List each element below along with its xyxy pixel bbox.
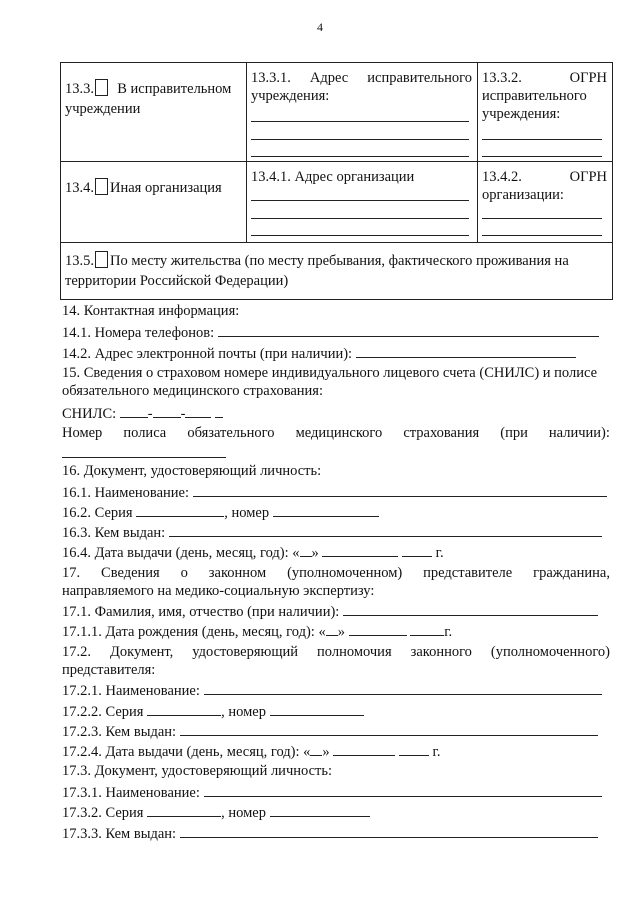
item-number: 13.3. xyxy=(65,81,94,97)
rep-doc-issuer-field[interactable] xyxy=(180,722,598,736)
polis-line xyxy=(62,424,610,442)
fill-line[interactable] xyxy=(251,218,469,219)
page-number: 4 xyxy=(317,20,323,34)
phones-label: 14.1. Номера телефонов: xyxy=(62,325,215,341)
section-17-word: гражданина, xyxy=(533,565,610,581)
email-field[interactable] xyxy=(356,344,576,358)
fill-line[interactable] xyxy=(482,235,602,236)
label-text: исправительного xyxy=(482,88,587,104)
checkbox-13-4[interactable] xyxy=(95,178,108,195)
rep-doc-date-row xyxy=(62,742,440,761)
section-17-line2: направляемого на медико-социальную экспертизу: xyxy=(62,583,375,599)
item-number: 13.4.2. xyxy=(482,169,522,185)
rep-doc-date-day-field[interactable] xyxy=(310,742,322,756)
section-17-3-heading: 17.3. Документ, удостоверяющий личность: xyxy=(62,763,333,779)
fill-line[interactable] xyxy=(251,235,469,236)
label-text: Адрес xyxy=(309,70,349,86)
phones-field[interactable] xyxy=(218,323,599,337)
section-17-word: 17. xyxy=(62,565,81,581)
rep-doc-name-row xyxy=(62,681,602,700)
section-17-2-word: 17.2. xyxy=(62,644,91,660)
doc-name-field[interactable] xyxy=(193,483,607,497)
label-text: учреждении xyxy=(65,101,141,117)
section-16-heading: 16. Документ, удостоверяющий личность: xyxy=(62,463,322,479)
snils-field-4[interactable] xyxy=(215,404,223,418)
section-14-heading: 14. Контактная информация: xyxy=(62,303,240,319)
doc-issuer-label: 16.3. Кем выдан: xyxy=(62,525,166,541)
rep-birth-month-field[interactable] xyxy=(349,622,407,636)
snils-row: СНИЛС: - - xyxy=(62,404,223,423)
rep-name-label: 17.1. Фамилия, имя, отчество (при наличии): xyxy=(62,604,340,620)
rep-id-series-row xyxy=(62,803,370,822)
doc-series-field[interactable] xyxy=(136,503,224,517)
rep-id-issuer-row xyxy=(62,824,598,843)
row-13-3 xyxy=(61,63,613,162)
item-number: 13.3.1. xyxy=(251,70,291,86)
snils-field-2[interactable] xyxy=(153,404,181,418)
rep-doc-name-label: 17.2.1. Наименование: xyxy=(62,683,200,699)
label-text: учреждения: xyxy=(482,106,561,122)
cell-13-4-label xyxy=(61,162,247,243)
year-suffix: г. xyxy=(432,744,441,760)
label-text: учреждения: xyxy=(251,88,330,104)
label-text: ОГРН xyxy=(569,169,607,185)
rep-name-field[interactable] xyxy=(343,602,598,616)
snils-field-1[interactable] xyxy=(120,404,148,418)
rep-birth-day-field[interactable] xyxy=(326,622,338,636)
section-17-2-word: (уполномоченного) xyxy=(490,644,610,660)
section-17-word: Сведения xyxy=(101,565,160,581)
snils-field-3[interactable] xyxy=(185,404,211,418)
fill-line[interactable] xyxy=(482,139,602,140)
phones-row xyxy=(62,323,599,342)
section-17-line1 xyxy=(62,564,610,582)
quote-mark: » xyxy=(337,624,345,640)
section-17-word: о xyxy=(180,565,188,581)
email-label: 14.2. Адрес электронной почты (при наличии): xyxy=(62,346,353,362)
rep-birth-row xyxy=(62,622,452,641)
doc-date-day-field[interactable] xyxy=(300,543,312,557)
rep-id-issuer-field[interactable] xyxy=(180,824,598,838)
rep-id-name-label: 17.3.1. Наименование: xyxy=(62,785,200,801)
fill-line[interactable] xyxy=(251,200,469,201)
polis-word: обязательного xyxy=(187,425,275,441)
cell-13-4-1 xyxy=(247,162,478,243)
quote-mark: » xyxy=(311,545,319,561)
email-row xyxy=(62,344,576,363)
label-text: территории Российской Федерации) xyxy=(65,273,289,289)
section-15-line2: обязательного медицинского страхования: xyxy=(62,383,323,399)
polis-word: полиса xyxy=(123,425,167,441)
cell-13-3-1 xyxy=(247,63,478,162)
doc-name-label: 16.1. Наименование: xyxy=(62,485,189,501)
rep-id-issuer-label: 17.3.3. Кем выдан: xyxy=(62,826,177,842)
doc-issuer-field[interactable] xyxy=(169,523,602,537)
label-text: организации: xyxy=(482,187,564,203)
rep-doc-series-field[interactable] xyxy=(147,702,221,716)
snils-label: СНИЛС: xyxy=(62,406,117,422)
rep-doc-date-month-field[interactable] xyxy=(333,742,395,756)
rep-doc-series-label: 17.2.2. Серия xyxy=(62,704,144,720)
rep-id-series-label: 17.3.2. Серия xyxy=(62,805,144,821)
label-text: По месту жительства (по месту пребывания, фактического проживания на xyxy=(110,253,569,269)
section-17-2-word: полномочия xyxy=(317,644,392,660)
doc-date-row xyxy=(62,543,444,562)
section-17-2-word: удостоверяющий xyxy=(192,644,299,660)
rep-birth-year-field[interactable] xyxy=(410,622,444,636)
fill-line[interactable] xyxy=(482,156,602,157)
item-number: 13.3.2. xyxy=(482,70,522,86)
section-15-line1: 15. Сведения о страховом номере индивидуального лицевого счета (СНИЛС) и полисе xyxy=(62,365,598,381)
row-13-5 xyxy=(61,243,613,300)
item-number: 13.5. xyxy=(65,253,94,269)
polis-word: медицинского xyxy=(295,425,383,441)
cell-13-5 xyxy=(61,243,613,300)
polis-word: страхования xyxy=(403,425,480,441)
item-number: 13.4. xyxy=(65,180,94,196)
doc-date-month-field[interactable] xyxy=(322,543,398,557)
polis-field[interactable] xyxy=(62,457,226,458)
section-17-2-word: законного xyxy=(410,644,472,660)
section-17-word: представителе xyxy=(423,565,513,581)
rep-birth-label: 17.1.1. Дата рождения (день, месяц, год): « xyxy=(62,624,326,640)
rep-doc-series-row xyxy=(62,702,364,721)
doc-series-label: 16.2. Серия xyxy=(62,505,133,521)
rep-name-row xyxy=(62,602,598,621)
year-suffix: г. xyxy=(435,545,444,561)
polis-word: Номер xyxy=(62,425,103,441)
cell-13-4-2 xyxy=(478,162,613,243)
fill-line[interactable] xyxy=(251,121,469,122)
rep-doc-issuer-row xyxy=(62,722,598,741)
rep-id-name-row xyxy=(62,783,602,802)
rep-id-series-field[interactable] xyxy=(147,803,221,817)
checkbox-13-3[interactable] xyxy=(95,79,108,96)
section-17-word: (уполномоченном) xyxy=(287,565,403,581)
fill-line[interactable] xyxy=(251,156,469,157)
polis-word: наличии): xyxy=(548,425,610,441)
section-17-word: законном xyxy=(208,565,267,581)
place-table xyxy=(60,62,613,300)
cell-13-3-2 xyxy=(478,63,613,162)
section-17-2-word: Документ, xyxy=(109,644,174,660)
fill-line[interactable] xyxy=(482,218,602,219)
rep-doc-name-field[interactable] xyxy=(204,681,602,695)
year-suffix: г. xyxy=(444,624,453,640)
polis-word: (при xyxy=(500,425,528,441)
rep-id-name-field[interactable] xyxy=(204,783,602,797)
doc-date-label: 16.4. Дата выдачи (день, месяц, год): « xyxy=(62,545,300,561)
rep-doc-date-label: 17.2.4. Дата выдачи (день, месяц, год): « xyxy=(62,744,311,760)
cell-13-3-label xyxy=(61,63,247,162)
label-text: Иная организация xyxy=(110,180,222,196)
label-text: В исправительном xyxy=(117,81,232,97)
doc-number-label: , номер xyxy=(224,505,270,521)
label-text: 13.4.1. Адрес организации xyxy=(251,169,415,185)
rep-doc-number-field[interactable] xyxy=(270,702,364,716)
rep-doc-date-year-field[interactable] xyxy=(399,742,429,756)
label-text: исправительного xyxy=(367,70,472,86)
doc-name-row xyxy=(62,483,607,502)
doc-number-field[interactable] xyxy=(273,503,379,517)
doc-series-row xyxy=(62,503,379,522)
row-13-4 xyxy=(61,162,613,243)
fill-line[interactable] xyxy=(251,139,469,140)
rep-doc-number-label: , номер xyxy=(221,704,266,720)
rep-doc-issuer-label: 17.2.3. Кем выдан: xyxy=(62,724,177,740)
label-text: ОГРН xyxy=(569,70,607,86)
checkbox-13-5[interactable] xyxy=(95,251,108,268)
rep-id-number-label: , номер xyxy=(221,805,266,821)
section-17-2-line2: представителя: xyxy=(62,662,156,678)
quote-mark: » xyxy=(322,744,330,760)
section-17-2-line1 xyxy=(62,643,610,661)
rep-id-number-field[interactable] xyxy=(270,803,370,817)
doc-date-year-field[interactable] xyxy=(402,543,432,557)
doc-issuer-row xyxy=(62,523,602,542)
